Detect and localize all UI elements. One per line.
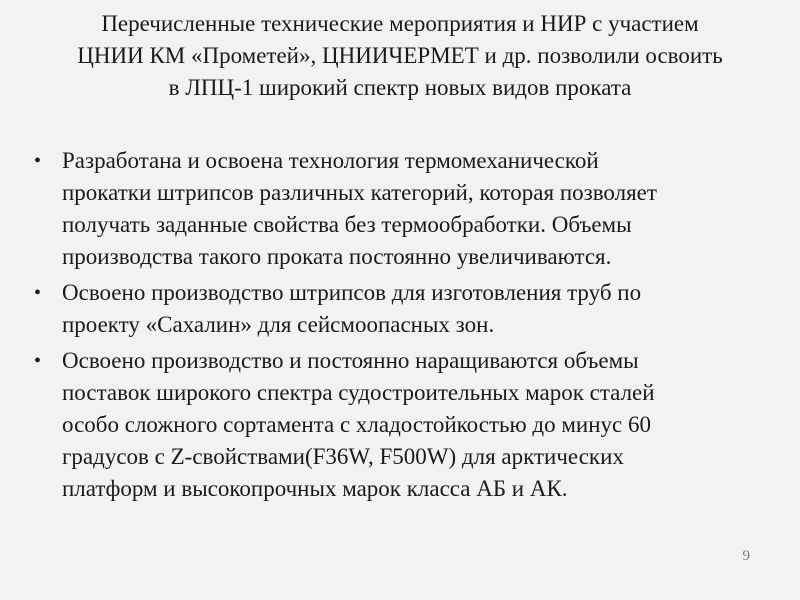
bullet-text-line: поставок широкого спектра судостроительных марок сталей — [62, 380, 655, 405]
bullet-item — [30, 145, 760, 273]
bullet-text-line: прокатки штрипсов различных категорий, которая позволяет — [62, 180, 657, 205]
title-line: в ЛПЦ-1 широкий спектр новых видов проката — [168, 75, 632, 100]
title-line: Перечисленные технические мероприятия и НИР с участием — [101, 11, 699, 36]
bullet-text-line: Освоено производство штрипсов для изготовления труб по — [62, 280, 642, 305]
bullet-dot-icon: • — [34, 150, 42, 172]
bullet-text-line: Освоено производство и постоянно наращиваются объемы — [62, 348, 639, 373]
bullet-dot-icon: • — [34, 350, 42, 372]
bullet-item — [30, 345, 760, 505]
bullet-text-line: градусов с Z-свойствами(F36W, F500W) для арктических — [62, 444, 624, 469]
page-number: 9 — [742, 548, 750, 564]
bullet-text-line: платформ и высокопрочных марок класса АБ и АК. — [62, 476, 568, 501]
bullet-text-line: Разработана и освоена технология термомеханической — [62, 148, 599, 173]
bullet-text-line: проекту «Сахалин» для сейсмоопасных зон. — [62, 312, 495, 337]
title-line: ЦНИИ КМ «Прометей», ЦНИИЧЕРМЕТ и др. позволили освоить — [77, 43, 723, 68]
slide-title — [30, 8, 770, 104]
bullet-list — [30, 145, 760, 509]
bullet-text-line: получать заданные свойства без термообработки. Объемы — [62, 212, 632, 237]
bullet-dot-icon: • — [34, 282, 42, 304]
bullet-item — [30, 277, 760, 341]
bullet-text-line: особо сложного сортамента с хладостойкостью до минус 60 — [62, 412, 651, 437]
bullet-text-line: производства такого проката постоянно увеличиваются. — [62, 244, 612, 269]
